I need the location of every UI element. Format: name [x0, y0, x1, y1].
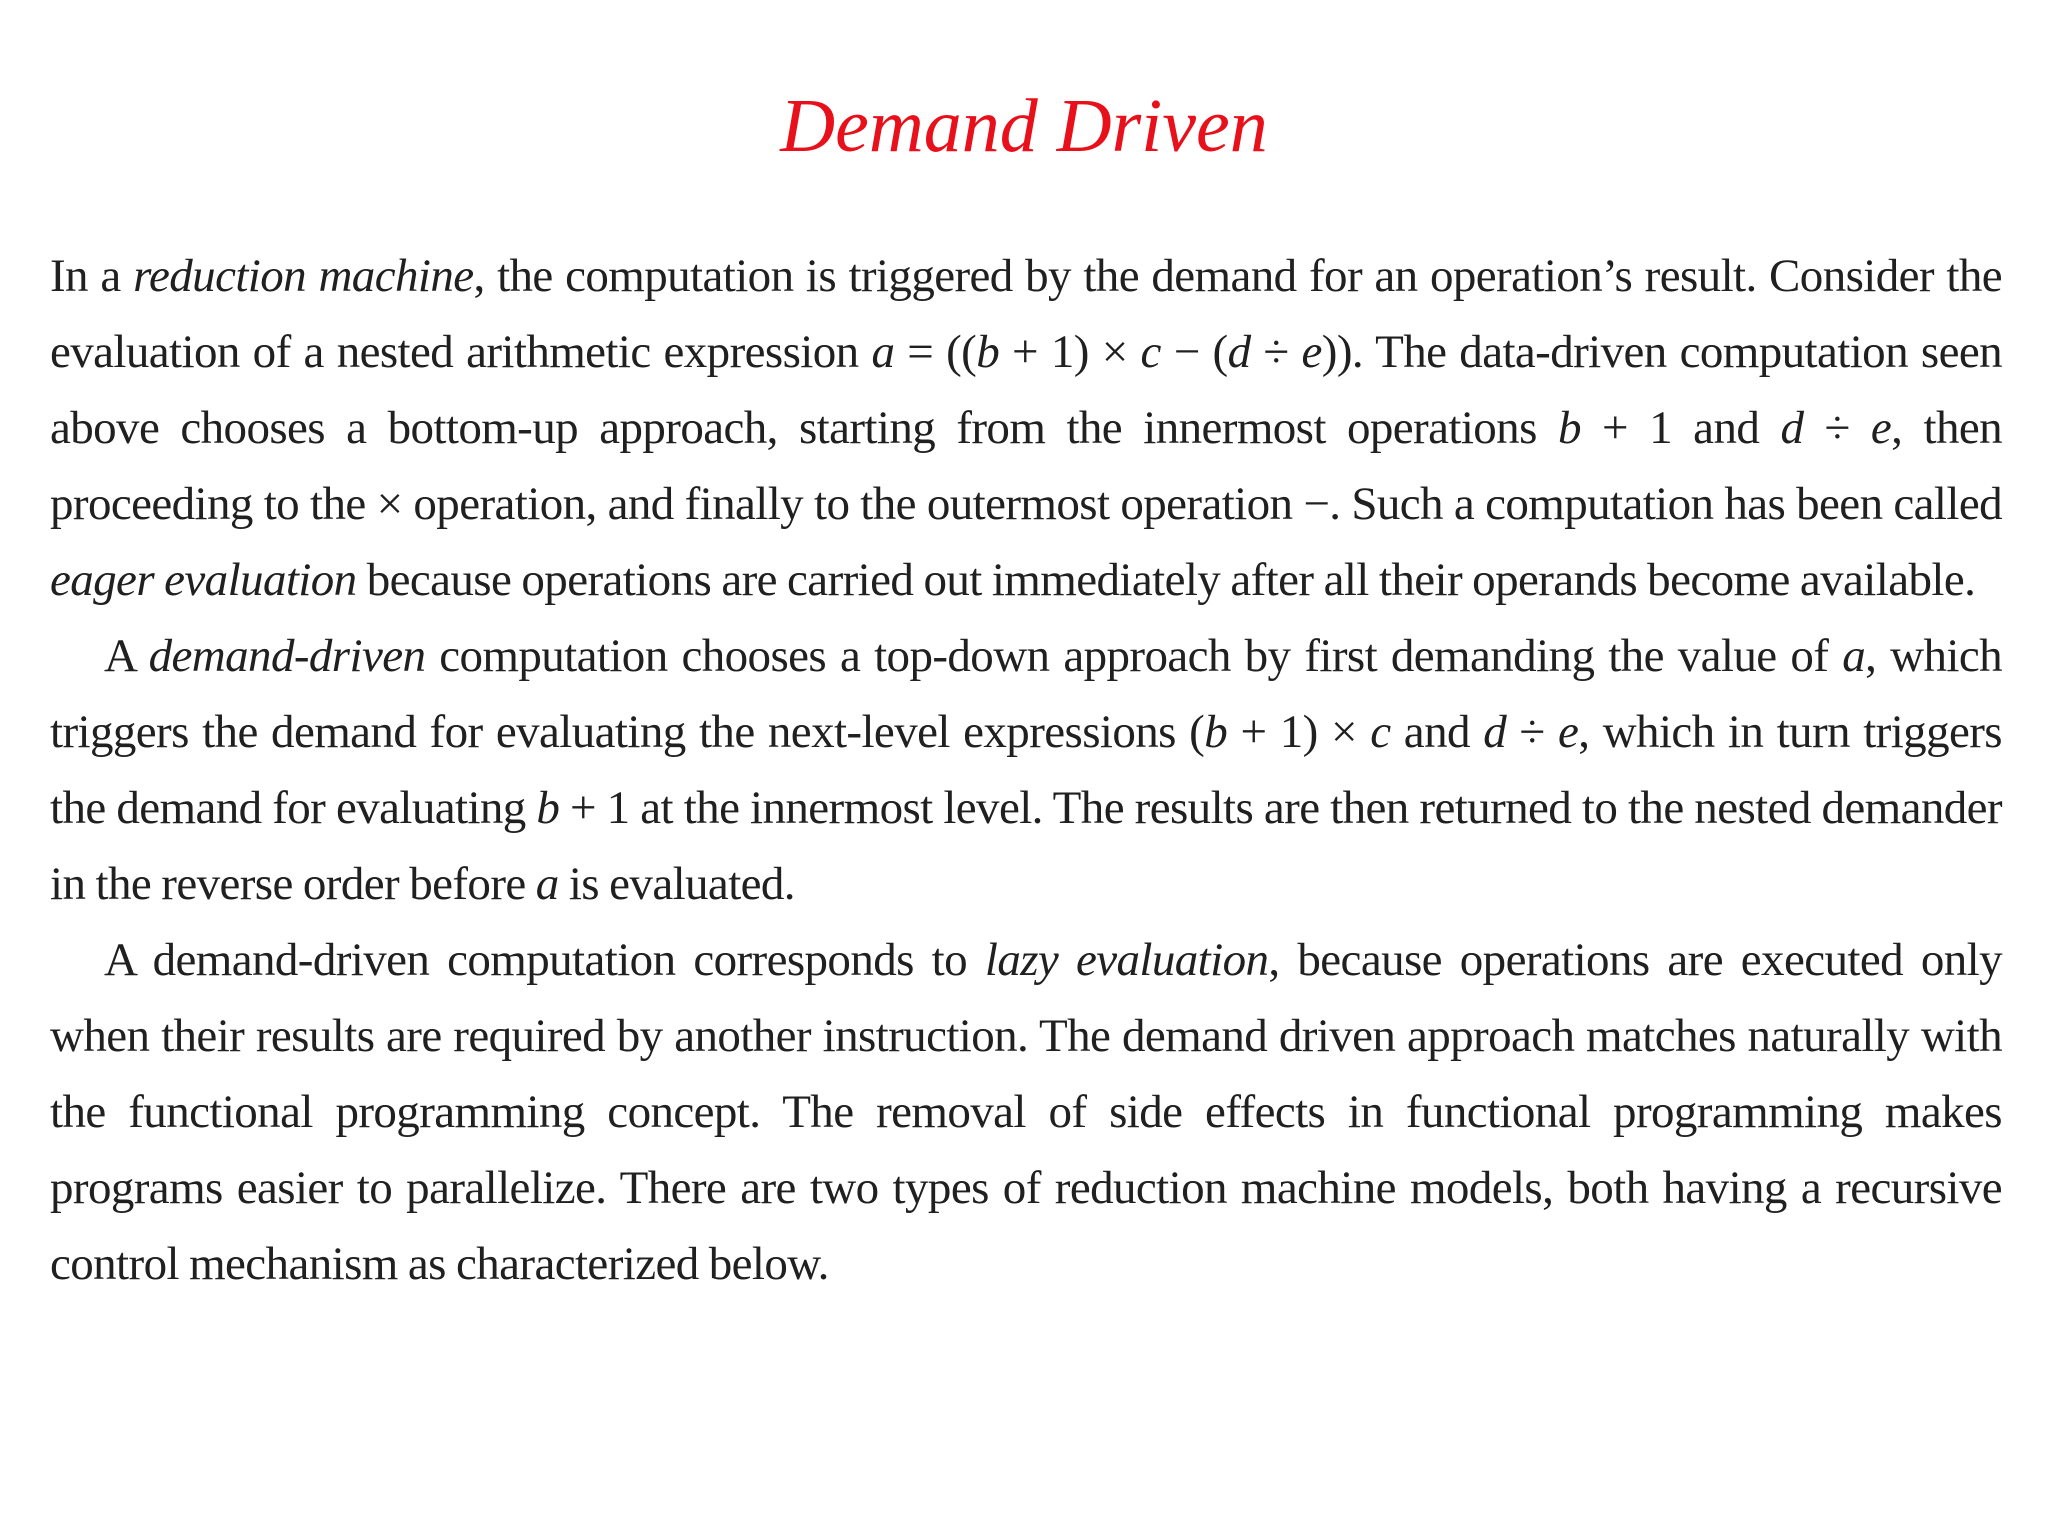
- text-run: )). The data-driven computation seen above chooses a bottom-up approach, starting from the innermost operations: [50, 326, 2002, 454]
- text-run: , which triggers the demand for evaluating the next-level expressions (: [50, 630, 2002, 758]
- italic-text-run: b: [536, 782, 560, 834]
- italic-text-run: d: [1483, 706, 1507, 758]
- text-run: A: [104, 630, 149, 682]
- text-run: + 1) ×: [1227, 706, 1371, 758]
- italic-text-run: lazy evaluation: [984, 934, 1269, 986]
- italic-text-run: d: [1227, 326, 1251, 378]
- paragraph: [50, 238, 2002, 618]
- italic-text-run: a: [1842, 630, 1866, 682]
- text-run: ÷: [1506, 706, 1558, 758]
- text-run: computation chooses a top-down approach by first demanding the value of: [425, 630, 1843, 682]
- italic-text-run: e: [1557, 706, 1579, 758]
- paragraph: [50, 922, 2002, 1302]
- text-run: = ((: [894, 326, 977, 378]
- text-run: ÷: [1803, 402, 1871, 454]
- text-run: − (: [1160, 326, 1228, 378]
- italic-text-run: d: [1780, 402, 1804, 454]
- text-run: is evaluated.: [558, 858, 795, 910]
- text-run: + 1) ×: [999, 326, 1141, 378]
- italic-text-run: c: [1140, 326, 1161, 378]
- italic-text-run: a: [871, 326, 895, 378]
- italic-text-run: c: [1370, 706, 1391, 758]
- italic-text-run: reduction machine: [133, 250, 474, 302]
- text-run: and: [1390, 706, 1484, 758]
- text-run: , the computation is triggered by the demand for an operation’s result. Consider the evaluation of a nested arithmetic expression: [50, 250, 2003, 378]
- italic-text-run: eager evaluation: [50, 554, 357, 606]
- text-run: In a: [50, 250, 134, 302]
- slide-title: Demand Driven: [780, 84, 1268, 168]
- text-run: + 1 and: [1580, 402, 1781, 454]
- text-run: , which in turn triggers the demand for evaluating: [50, 706, 2002, 834]
- text-run: , because operations are executed only when their results are required by another instruction. The demand driven approach matches naturally with the functional programming concept. The removal of side effects in functional programming makes programs easier to parallelize. There are two types of reduction machine models, both having a recursive control mechanism as characterized below.: [50, 934, 2002, 1290]
- italic-text-run: e: [1301, 326, 1322, 378]
- body-text: [50, 238, 2002, 1302]
- italic-text-run: a: [535, 858, 559, 910]
- paragraph: [50, 618, 2002, 922]
- text-run: , then proceeding to the × operation, and finally to the outermost operation −. Such a computation has been called: [50, 402, 2002, 530]
- italic-text-run: b: [1557, 402, 1581, 454]
- text-run: ÷: [1250, 326, 1302, 378]
- italic-text-run: demand-driven: [148, 630, 426, 682]
- italic-text-run: b: [1204, 706, 1228, 758]
- text-run: A demand-driven computation corresponds to: [104, 934, 985, 986]
- text-run: + 1 at the innermost level. The results are then returned to the nested demander in the reverse order before: [50, 782, 2002, 910]
- text-run: because operations are carried out immediately after all their operands become available.: [356, 554, 1976, 606]
- italic-text-run: b: [976, 326, 1000, 378]
- italic-text-run: e: [1870, 402, 1892, 454]
